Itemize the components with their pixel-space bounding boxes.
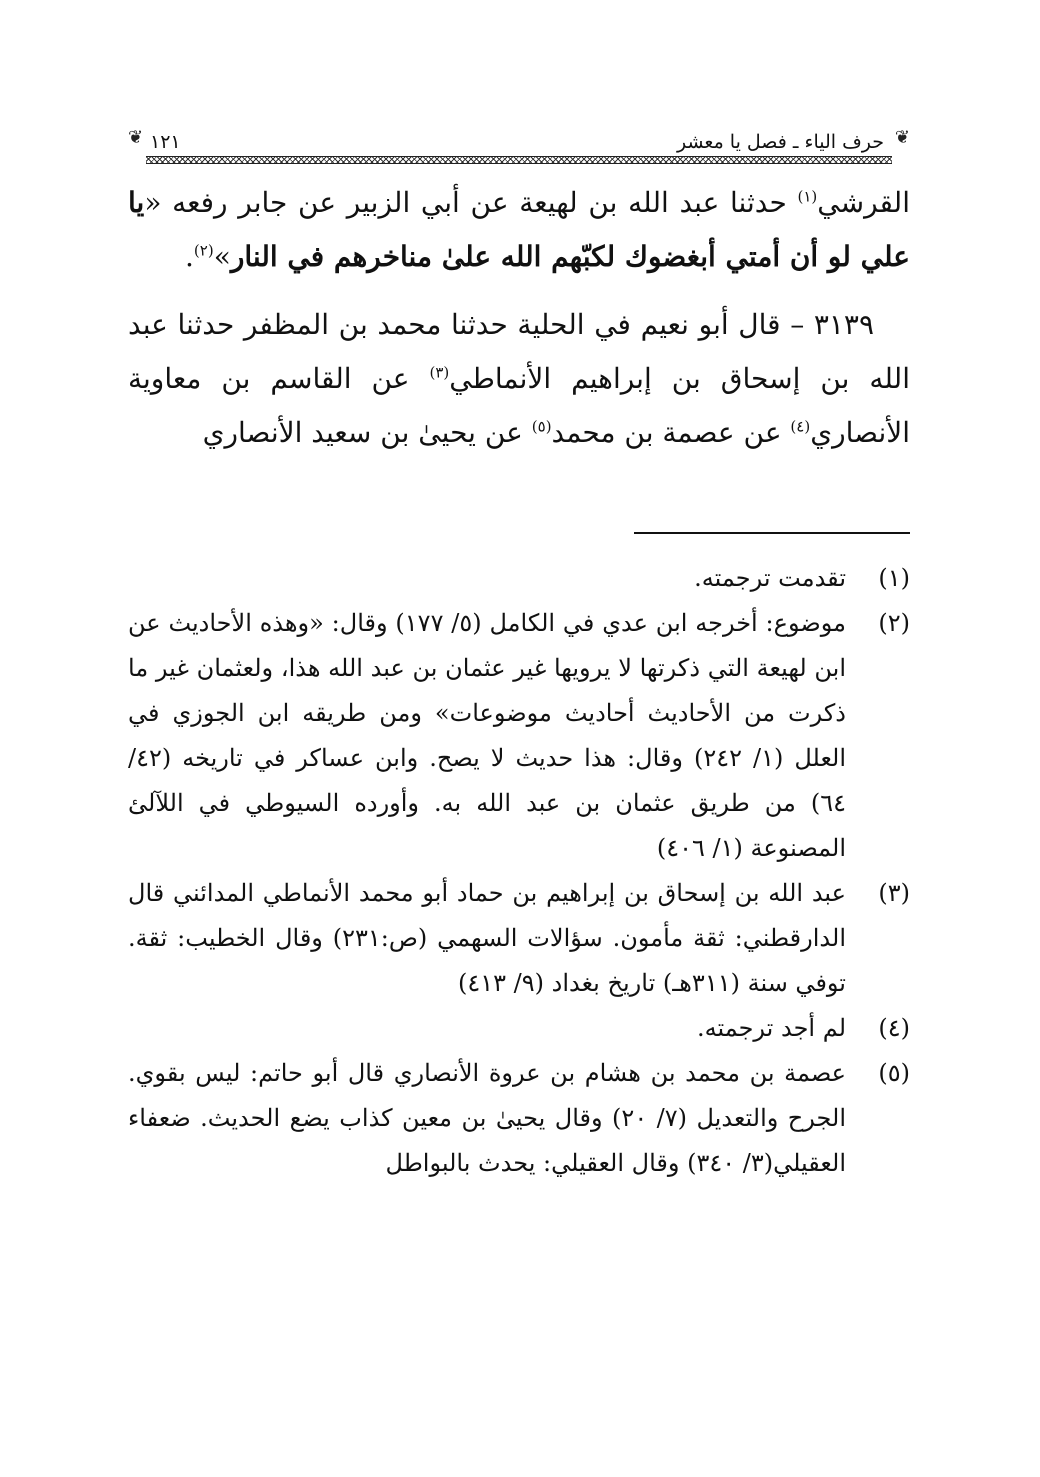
main-p2-text-3: عن عصمة بن محمد	[551, 416, 791, 449]
footnote-separator	[634, 532, 910, 534]
footnote-1	[128, 556, 910, 601]
footnotes	[128, 556, 910, 1186]
footnote-ref-1: (١)	[797, 187, 818, 206]
footnote-ref-3: (٣)	[429, 363, 450, 382]
footnote-number: (٥)	[878, 1059, 910, 1087]
footnote-4	[128, 1006, 910, 1051]
footnote-5	[128, 1051, 910, 1186]
main-text	[128, 176, 910, 460]
hadith-text: يا علي لو أن أمتي أبغضوك لكبّهم الله علىٰ مناخرهم في النار	[128, 186, 910, 273]
footnote-ref-4: (٤)	[790, 417, 811, 436]
footnote-number: (١)	[878, 564, 910, 592]
header-ornament-right-icon: ❦	[894, 127, 910, 148]
header-ornament-left-icon: ❦	[128, 127, 144, 148]
main-p1-text-1: القرشي	[817, 186, 910, 219]
main-paragraph-1	[128, 176, 910, 284]
main-p2-text-1: ٣١٣٩ – قال أبو نعيم في الحلية حدثنا محمد بن المظفر حدثنا عبد الله بن إسحاق بن إبراهيم الأنماطي	[128, 308, 910, 395]
footnote-text: تقدمت ترجمته.	[694, 564, 846, 592]
footnote-text: عصمة بن محمد بن هشام بن عروة الأنصاري قال أبو حاتم: ليس بقوي. الجرح والتعديل (٧/ ٢٠) وقال يحيىٰ بن معين كذاب يضع الحديث. ضعفاء العقيلي(٣/ ٣٤٠) وقال العقيلي: يحدث بالبواطل	[128, 1059, 847, 1177]
header-decorative-rule	[146, 156, 892, 164]
footnote-3	[128, 871, 910, 1006]
footnote-number: (٢)	[878, 609, 910, 637]
footnote-text: عبد الله بن إسحاق بن إبراهيم بن حماد أبو محمد الأنماطي المدائني قال الدارقطني: ثقة مأمون. سؤالات السهمي (ص:٢٣١) وقال الخطيب: ثقة. توفي سنة (٣١١هـ) تاريخ بغداد (٩/ ٤١٣)	[128, 879, 846, 997]
main-paragraph-2	[128, 298, 910, 460]
header-title: حرف الياء ـ فصل يا معشر	[676, 131, 884, 153]
main-p1-text-3: »	[213, 240, 231, 273]
running-header	[128, 128, 910, 164]
main-p2-text-4: عن يحيىٰ بن سعيد الأنصاري	[202, 416, 532, 449]
footnote-ref-5: (٥)	[531, 417, 552, 436]
main-p2-text-2: عن القاسم بن معاوية الأنصاري	[128, 362, 910, 449]
footnote-text: لم أجد ترجمته.	[696, 1014, 846, 1042]
page-number: ١٢١	[150, 131, 181, 153]
footnote-text: موضوع: أخرجه ابن عدي في الكامل (٥/ ١٧٧) وقال: «وهذه الأحاديث عن ابن لهيعة التي ذكرتها لا يرويها غير عثمان بن عبد الله هذا، ولعثمان غير ما ذكرت من الأحاديث أحاديث موضوعات» ومن طريقه ابن الجوزي في العلل (١/ ٢٤٢) وقال: هذا حديث لا يصح. وابن عساكر في تاريخه (٤٢/ ٦٤) من طريق عثمان بن عبد الله به. وأورده السيوطي في اللآلئ المصنوعة (١/ ٤٠٦)	[128, 609, 847, 862]
main-p1-text-4: .	[185, 240, 194, 273]
main-p1-text-2: حدثنا عبد الله بن لهيعة عن أبي الزبير عن جابر رفعه «	[144, 186, 798, 219]
footnote-number: (٣)	[878, 879, 910, 907]
footnote-number: (٤)	[878, 1014, 910, 1042]
footnote-2	[128, 601, 910, 871]
footnote-ref-2: (٢)	[193, 241, 214, 260]
